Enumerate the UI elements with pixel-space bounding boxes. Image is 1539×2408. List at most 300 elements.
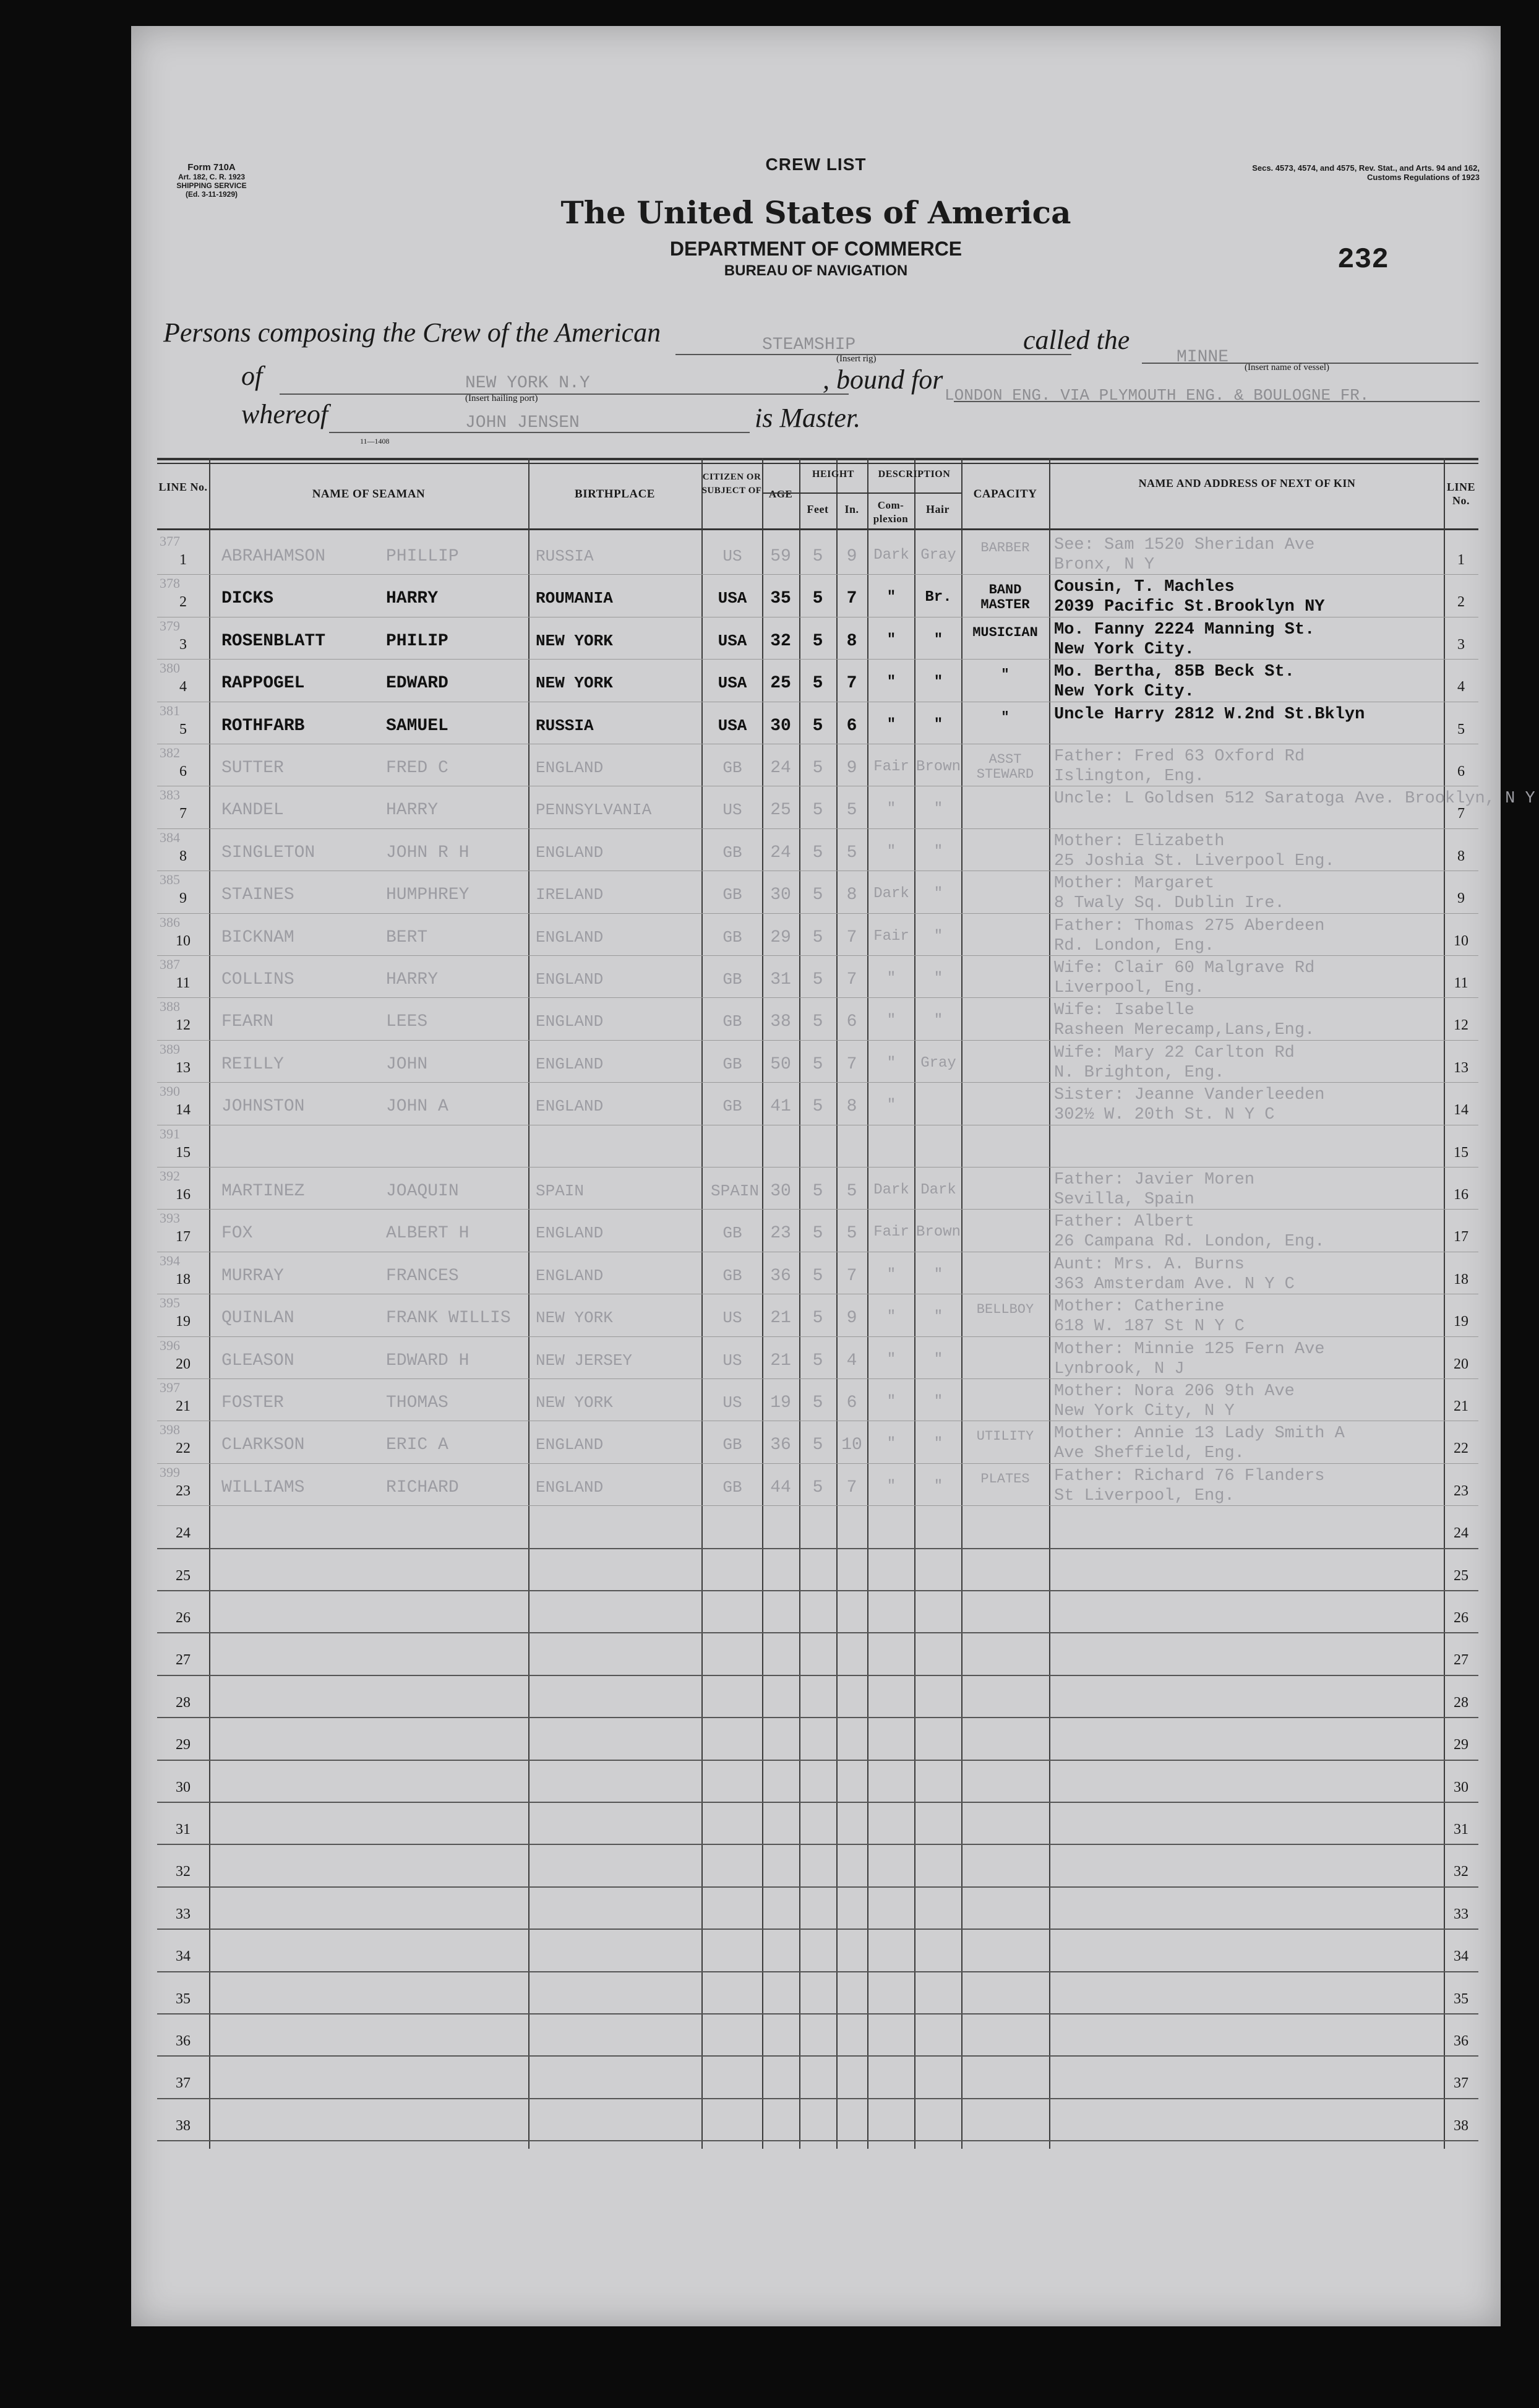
table-column-divider xyxy=(1444,458,1445,2149)
line-number: 26 xyxy=(176,1610,191,1626)
whereof-text: whereof xyxy=(241,399,328,429)
row-divider xyxy=(157,574,1478,575)
line-number: 23 xyxy=(176,1482,191,1499)
hair: " xyxy=(933,1266,943,1283)
capacity: BELLBOY xyxy=(976,1302,1034,1318)
capacity: ASST STEWARD xyxy=(976,752,1034,782)
hair: " xyxy=(933,716,943,733)
line-number: 37 xyxy=(176,2075,191,2092)
birthplace: ENGLAND xyxy=(536,1054,604,1073)
citizenship: GB xyxy=(722,843,742,862)
line-number: 11 xyxy=(176,975,191,991)
line-number: 33 xyxy=(176,1906,191,1922)
seaman-given-name: EDWARD xyxy=(386,674,448,694)
col-head-age: AGE xyxy=(768,488,793,500)
seaman-given-name: HARRY xyxy=(386,970,439,989)
line-number-right: 9 xyxy=(1457,890,1465,907)
sequence-number: 379 xyxy=(160,617,180,634)
line-number-right: 3 xyxy=(1457,636,1465,653)
next-of-kin-line: Uncle: L Goldsen 512 Saratoga Ave. Brooklyn, N Y xyxy=(1054,789,1535,809)
complexion: " xyxy=(886,1097,896,1114)
col-head-name: NAME OF SEAMAN xyxy=(312,488,426,501)
next-of-kin-line: New York City, N Y xyxy=(1054,1402,1235,1421)
height-feet: 5 xyxy=(812,885,823,905)
line-number: 34 xyxy=(176,1948,191,1965)
height-inches: 5 xyxy=(846,801,857,820)
crew-list-document xyxy=(131,26,1535,2326)
seaman-surname: WILLIAMS xyxy=(221,1477,305,1497)
birthplace: SPAIN xyxy=(536,1182,585,1200)
sequence-number: 396 xyxy=(160,1337,180,1353)
form-authority: Art. 182, C. R. 1923 xyxy=(178,173,246,181)
row-divider xyxy=(157,1760,1478,1761)
next-of-kin-line: Mo. Bertha, 85B Beck St. xyxy=(1054,663,1295,682)
height-feet: 5 xyxy=(812,716,823,736)
seaman-given-name: HARRY xyxy=(386,589,439,609)
height-feet: 5 xyxy=(812,1097,823,1117)
next-of-kin-line: Lynbrook, N J xyxy=(1054,1359,1185,1378)
height-feet: 5 xyxy=(812,1054,823,1074)
next-of-kin-line: 618 W. 187 St N Y C xyxy=(1054,1317,1245,1336)
next-of-kin-line: New York City. xyxy=(1054,640,1194,659)
sequence-number: 386 xyxy=(160,914,180,930)
seaman-given-name: FRANCES xyxy=(386,1266,459,1286)
col-head-kin: NAME AND ADDRESS OF NEXT OF KIN xyxy=(1138,477,1356,489)
citizenship: US xyxy=(722,547,742,565)
table-column-divider xyxy=(799,458,800,2149)
height-inches: 7 xyxy=(846,970,857,989)
next-of-kin-line: Ave Sheffield, Eng. xyxy=(1054,1444,1245,1463)
hair: " xyxy=(933,801,943,818)
complexion: " xyxy=(886,631,896,648)
seaman-surname: RAPPOGEL xyxy=(221,674,305,694)
hair: " xyxy=(933,927,943,945)
height-feet: 5 xyxy=(812,547,823,566)
line-number: 31 xyxy=(176,1821,191,1838)
complexion: " xyxy=(886,589,896,606)
height-feet: 5 xyxy=(812,1393,823,1413)
line-number-right: 33 xyxy=(1454,1906,1468,1922)
sequence-number: 398 xyxy=(160,1422,180,1438)
line-number: 12 xyxy=(176,1017,191,1034)
birthplace: NEW YORK xyxy=(536,631,613,650)
line-number: 10 xyxy=(176,932,191,949)
complexion: " xyxy=(886,843,896,860)
height-inches: 6 xyxy=(846,1393,857,1413)
complexion: Dark xyxy=(873,1182,909,1198)
age: 44 xyxy=(770,1477,791,1497)
is-master-text: is Master. xyxy=(755,403,861,433)
sequence-number: 397 xyxy=(160,1380,180,1395)
sequence-number: 383 xyxy=(160,787,180,803)
citizenship: GB xyxy=(722,1097,742,1116)
rig-label: (Insert rig) xyxy=(836,354,877,364)
line-number-right: 25 xyxy=(1454,1567,1468,1584)
hair: " xyxy=(933,674,943,691)
citizenship: SPAIN xyxy=(711,1182,760,1200)
complexion: " xyxy=(886,1266,896,1283)
row-divider xyxy=(157,997,1478,998)
seaman-given-name: FRANK WILLIS xyxy=(386,1309,511,1328)
birthplace: NEW YORK xyxy=(536,1393,613,1412)
birthplace: ENGLAND xyxy=(536,843,604,862)
seaman-surname: SUTTER xyxy=(221,759,284,778)
citizenship: GB xyxy=(722,1224,742,1243)
seaman-given-name: EDWARD H xyxy=(386,1351,469,1370)
line-number: 7 xyxy=(179,806,187,822)
age: 35 xyxy=(770,589,791,609)
height-inches: 7 xyxy=(846,1054,857,1074)
seaman-given-name: THOMAS xyxy=(386,1393,448,1413)
table-column-divider xyxy=(1049,458,1050,2149)
birthplace: RUSSIA xyxy=(536,716,594,735)
hair: Br. xyxy=(925,589,952,606)
crew-table xyxy=(157,458,1535,2149)
col-head-description: DESCRIPTION xyxy=(878,469,951,479)
hair: Brown xyxy=(915,1224,961,1241)
complexion: " xyxy=(886,1477,896,1495)
seaman-given-name: SAMUEL xyxy=(386,716,448,736)
sequence-number: 394 xyxy=(160,1252,180,1268)
vessel-value: MINNE xyxy=(1177,348,1229,367)
seaman-surname: FOX xyxy=(221,1224,253,1244)
age: 30 xyxy=(770,716,791,736)
department-title: DEPARTMENT OF COMMERCE xyxy=(669,238,962,260)
age: 25 xyxy=(770,674,791,694)
sequence-number: 392 xyxy=(160,1168,180,1184)
seaman-given-name: JOHN xyxy=(386,1054,428,1074)
seaman-surname: DICKS xyxy=(221,589,274,609)
port-value: NEW YORK N.Y xyxy=(465,374,590,393)
complexion: Fair xyxy=(873,1224,909,1241)
age: 23 xyxy=(770,1224,791,1244)
line-number: 27 xyxy=(176,1652,191,1669)
sequence-number: 399 xyxy=(160,1464,180,1480)
seaman-given-name: LEES xyxy=(386,1012,428,1032)
height-inches: 7 xyxy=(846,1477,857,1497)
height-inches: 6 xyxy=(846,716,857,736)
sequence-number: 382 xyxy=(160,745,180,760)
seaman-surname: ROTHFARB xyxy=(221,716,305,736)
line-number: 9 xyxy=(179,890,187,907)
called-the-text: called the xyxy=(1023,325,1130,355)
line-number: 5 xyxy=(179,721,187,737)
age: 24 xyxy=(770,759,791,778)
citizenship: USA xyxy=(718,589,747,608)
line-number: 22 xyxy=(176,1440,191,1457)
seaman-surname: KANDEL xyxy=(221,801,284,820)
height-feet: 5 xyxy=(812,1012,823,1032)
complexion: " xyxy=(886,716,896,733)
height-inches: 8 xyxy=(846,885,857,905)
seaman-surname: STAINES xyxy=(221,885,294,905)
next-of-kin-line: Liverpool, Eng. xyxy=(1054,979,1205,997)
line-number: 13 xyxy=(176,1059,191,1076)
seaman-given-name: JOHN R H xyxy=(386,843,469,862)
citizenship: USA xyxy=(718,631,747,650)
line-number: 1 xyxy=(179,552,187,568)
complexion: Dark xyxy=(873,547,909,564)
height-feet: 5 xyxy=(812,843,823,862)
line-number-right: 28 xyxy=(1454,1694,1468,1711)
complexion: " xyxy=(886,1012,896,1030)
height-feet: 5 xyxy=(812,801,823,820)
complexion: " xyxy=(886,970,896,987)
hair: " xyxy=(933,1351,943,1368)
birthplace: ENGLAND xyxy=(536,1224,604,1243)
line-number-right: 35 xyxy=(1454,1990,1468,2007)
seaman-surname: QUINLAN xyxy=(221,1309,294,1328)
line-number: 36 xyxy=(176,2033,191,2049)
row-divider xyxy=(157,1082,1478,1083)
table-column-divider xyxy=(209,458,210,2149)
sequence-number: 391 xyxy=(160,1125,180,1142)
height-feet: 5 xyxy=(812,1224,823,1244)
line-number-right: 19 xyxy=(1454,1314,1468,1330)
row-divider xyxy=(157,1886,1478,1888)
height-feet: 5 xyxy=(812,1435,823,1455)
age: 24 xyxy=(770,843,791,862)
next-of-kin-line: Wife: Isabelle xyxy=(1054,1001,1194,1020)
seaman-given-name: ERIC A xyxy=(386,1435,448,1455)
col-head-birthplace: BIRTHPLACE xyxy=(575,488,655,501)
row-divider xyxy=(157,1548,1478,1549)
birthplace: ENGLAND xyxy=(536,1435,604,1455)
height-inches: 4 xyxy=(846,1351,857,1370)
seaman-surname: ROSENBLATT xyxy=(221,631,326,651)
capacity: BARBER xyxy=(980,540,1030,556)
row-divider xyxy=(157,1971,1478,1972)
citizenship: GB xyxy=(722,1012,742,1031)
line-number: 19 xyxy=(176,1314,191,1330)
sequence-number: 381 xyxy=(160,702,180,718)
seaman-surname: SINGLETON xyxy=(221,843,315,862)
sequence-number: 390 xyxy=(160,1083,180,1099)
line-number-right: 27 xyxy=(1454,1652,1468,1669)
age: 31 xyxy=(770,970,791,989)
birthplace: NEW JERSEY xyxy=(536,1351,633,1370)
complexion: " xyxy=(886,1393,896,1410)
birthplace: ENGLAND xyxy=(536,927,604,947)
next-of-kin-line: See: Sam 1520 Sheridan Ave xyxy=(1054,536,1315,554)
birthplace: ENGLAND xyxy=(536,1266,604,1285)
seaman-given-name: PHILLIP xyxy=(386,547,459,566)
height-inches: 8 xyxy=(846,1097,857,1117)
next-of-kin-line: Mother: Minnie 125 Fern Ave xyxy=(1054,1339,1325,1359)
next-of-kin-line: Father: Fred 63 Oxford Rd xyxy=(1054,747,1305,766)
table-column-divider xyxy=(836,458,838,2149)
next-of-kin-line: Mother: Annie 13 Lady Smith A xyxy=(1054,1424,1345,1443)
line-number: 24 xyxy=(176,1525,191,1542)
sequence-number: 389 xyxy=(160,1041,180,1057)
sequence-number: 377 xyxy=(160,533,180,549)
row-divider xyxy=(157,1505,1478,1506)
next-of-kin-line: 8 Twaly Sq. Dublin Ire. xyxy=(1054,894,1285,913)
citizenship: GB xyxy=(722,927,742,947)
next-of-kin-line: Father: Javier Moren xyxy=(1054,1171,1255,1189)
row-divider xyxy=(157,1463,1478,1464)
hair: Dark xyxy=(920,1182,956,1198)
row-divider xyxy=(157,2140,1478,2141)
line-number-right: 34 xyxy=(1454,1948,1468,1965)
line-number: 4 xyxy=(179,679,187,695)
line-number-right: 1 xyxy=(1457,552,1465,568)
line-number: 20 xyxy=(176,1356,191,1372)
birthplace: NEW YORK xyxy=(536,1309,613,1328)
citizenship: GB xyxy=(722,885,742,905)
hair: " xyxy=(933,1012,943,1030)
complexion: " xyxy=(886,1351,896,1368)
col-head-height: HEIGHT xyxy=(812,469,854,479)
line-number-right: 6 xyxy=(1457,763,1465,780)
birthplace: ENGLAND xyxy=(536,1012,604,1031)
height-inches: 7 xyxy=(846,927,857,947)
citizenship: US xyxy=(722,1309,742,1328)
complexion: " xyxy=(886,1435,896,1453)
complexion: Dark xyxy=(873,885,909,903)
birthplace: ENGLAND xyxy=(536,970,604,989)
row-divider xyxy=(157,828,1478,829)
line-number: 25 xyxy=(176,1567,191,1584)
seaman-surname: GLEASON xyxy=(221,1351,294,1370)
seaman-surname: MURRAY xyxy=(221,1266,284,1286)
col-head-inches: In. xyxy=(844,503,859,515)
row-divider xyxy=(157,659,1478,660)
capacity: " xyxy=(1001,709,1010,725)
height-feet: 5 xyxy=(812,759,823,778)
next-of-kin-line: Mother: Elizabeth xyxy=(1054,832,1225,851)
height-feet: 5 xyxy=(812,1351,823,1370)
height-inches: 8 xyxy=(846,631,857,651)
height-inches: 10 xyxy=(841,1435,862,1455)
seaman-given-name: JOAQUIN xyxy=(386,1182,459,1201)
height-inches: 5 xyxy=(846,1182,857,1201)
seaman-given-name: BERT xyxy=(386,927,428,947)
table-column-divider xyxy=(762,458,763,2149)
seaman-given-name: HARRY xyxy=(386,801,439,820)
next-of-kin-line: Wife: Clair 60 Malgrave Rd xyxy=(1054,959,1315,978)
line-number: 2 xyxy=(179,594,187,611)
hair: " xyxy=(933,1309,943,1326)
next-of-kin-line: Sister: Jeanne Vanderleeden xyxy=(1054,1086,1325,1105)
capacity: UTILITY xyxy=(976,1429,1034,1445)
line-number-right: 37 xyxy=(1454,2075,1468,2092)
line-number: 17 xyxy=(176,1229,191,1245)
master-value: JOHN JENSEN xyxy=(465,413,580,432)
next-of-kin-line: Uncle Harry 2812 W.2nd St.Bklyn xyxy=(1054,705,1365,724)
birthplace: PENNSYLVANIA xyxy=(536,801,652,820)
sequence-number: 385 xyxy=(160,872,180,888)
age: 38 xyxy=(770,1012,791,1032)
age: 30 xyxy=(770,1182,791,1201)
sequence-number: 395 xyxy=(160,1295,180,1311)
next-of-kin-line: Aunt: Mrs. A. Burns xyxy=(1054,1255,1245,1274)
capacity: PLATES xyxy=(980,1471,1030,1487)
row-divider xyxy=(157,955,1478,956)
row-divider xyxy=(157,2098,1478,2099)
next-of-kin-line: Sevilla, Spain xyxy=(1054,1190,1194,1209)
destination-value: LONDON ENG. VIA PLYMOUTH ENG. & BOULOGNE FR. xyxy=(945,386,1370,405)
seaman-given-name: PHILIP xyxy=(386,631,448,651)
seaman-surname: ABRAHAMSON xyxy=(221,547,326,566)
line-number-right: 17 xyxy=(1454,1229,1468,1245)
seaman-surname: BICKNAM xyxy=(221,927,294,947)
hair: " xyxy=(933,1393,943,1410)
birthplace: ENGLAND xyxy=(536,1477,604,1497)
sequence-number: 384 xyxy=(160,829,180,845)
line-number-right: 22 xyxy=(1454,1440,1468,1457)
line-number-right: 2 xyxy=(1457,594,1465,611)
height-inches: 7 xyxy=(846,674,857,694)
line-number: 29 xyxy=(176,1737,191,1753)
row-divider xyxy=(157,1844,1478,1845)
seaman-given-name: JOHN A xyxy=(386,1097,448,1117)
age: 21 xyxy=(770,1309,791,1328)
complexion: " xyxy=(886,674,896,691)
next-of-kin-line: N. Brighton, Eng. xyxy=(1054,1063,1225,1082)
next-of-kin-line: 363 Amsterdam Ave. N Y C xyxy=(1054,1275,1295,1294)
line-number-right: 5 xyxy=(1457,721,1465,737)
height-feet: 5 xyxy=(812,589,823,609)
form-number: Form 710A xyxy=(187,162,236,173)
age: 36 xyxy=(770,1266,791,1286)
citizenship: GB xyxy=(722,759,742,777)
citizenship: US xyxy=(722,1393,742,1412)
next-of-kin-line: Father: Thomas 275 Aberdeen xyxy=(1054,916,1325,935)
height-feet: 5 xyxy=(812,1309,823,1328)
col-head-feet: Feet xyxy=(807,503,829,515)
age: 32 xyxy=(770,631,791,651)
line-number-right: 7 xyxy=(1457,806,1465,822)
seaman-surname: CLARKSON xyxy=(221,1435,305,1455)
line-number-right: 32 xyxy=(1454,1864,1468,1880)
height-feet: 5 xyxy=(812,1266,823,1286)
line-number-right: 20 xyxy=(1454,1356,1468,1372)
next-of-kin-line: New York City. xyxy=(1054,682,1194,702)
birthplace: ROUMANIA xyxy=(536,589,613,608)
next-of-kin-line: Mo. Fanny 2224 Manning St. xyxy=(1054,620,1315,639)
complexion: Fair xyxy=(873,759,909,775)
birthplace: RUSSIA xyxy=(536,547,594,565)
height-feet: 5 xyxy=(812,970,823,989)
of-text: of xyxy=(241,361,263,391)
line-number: 8 xyxy=(179,848,187,864)
line-number-right: 13 xyxy=(1454,1059,1468,1076)
citizenship: GB xyxy=(722,1477,742,1497)
next-of-kin-line: 2039 Pacific St.Brooklyn NY xyxy=(1054,598,1325,617)
line-number: 14 xyxy=(176,1102,191,1119)
line-number-right: 12 xyxy=(1454,1017,1468,1034)
line-number-right: 30 xyxy=(1454,1779,1468,1795)
persons-text: Persons composing the Crew of the American xyxy=(163,317,661,348)
seaman-surname: FEARN xyxy=(221,1012,274,1032)
col-head-complexion: Com- plexion xyxy=(873,499,909,525)
line-number: 16 xyxy=(176,1187,191,1203)
seaman-given-name: HUMPHREY xyxy=(386,885,469,905)
citizenship: USA xyxy=(718,716,747,735)
citizenship: GB xyxy=(722,970,742,989)
line-number-right: 8 xyxy=(1457,848,1465,864)
line-number-right: 4 xyxy=(1457,679,1465,695)
height-inches: 7 xyxy=(846,589,857,609)
age: 29 xyxy=(770,927,791,947)
complexion: " xyxy=(886,1054,896,1072)
next-of-kin-line: Islington, Eng. xyxy=(1054,767,1205,786)
row-divider xyxy=(157,1336,1478,1337)
citizenship: GB xyxy=(722,1266,742,1285)
age: 30 xyxy=(770,885,791,905)
line-number: 32 xyxy=(176,1864,191,1880)
